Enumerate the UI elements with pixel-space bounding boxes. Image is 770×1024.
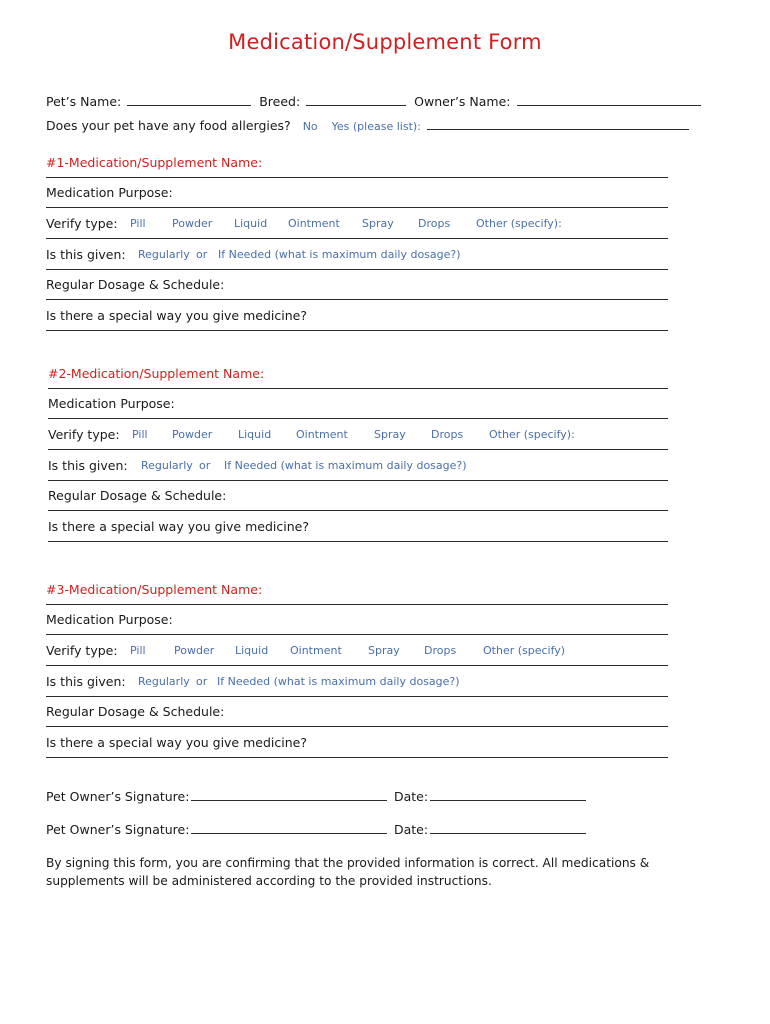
given-or-text: or (199, 459, 211, 472)
signature-row-2 (46, 822, 387, 837)
given-regularly-option[interactable]: Regularly (141, 459, 193, 472)
signature-field[interactable] (191, 789, 387, 801)
given-label: Is this given: (48, 458, 128, 473)
type-option[interactable]: Liquid (235, 644, 269, 657)
special-method-label: Is there a special way you give medicine? (48, 519, 309, 534)
pet-name-label: Pet’s Name: (46, 94, 122, 109)
disclaimer-line-2: supplements will be administered according to the provided instructions. (46, 874, 492, 888)
medication-name-label: #3-Medication/Supplement Name: (46, 582, 263, 597)
answer-line[interactable] (48, 541, 668, 542)
type-option[interactable]: Ointment (296, 428, 348, 441)
type-option[interactable]: Powder (172, 217, 213, 230)
answer-line[interactable] (46, 604, 668, 605)
verify-type-label: Verify type: (46, 216, 118, 231)
answer-line[interactable] (46, 177, 668, 178)
type-option[interactable]: Powder (174, 644, 215, 657)
type-option[interactable]: Pill (132, 428, 148, 441)
special-method-label: Is there a special way you give medicine? (46, 308, 307, 323)
medication-name-label: #2-Medication/Supplement Name: (48, 366, 265, 381)
type-option[interactable]: Pill (130, 217, 146, 230)
type-option[interactable]: Other (specify): (489, 428, 575, 441)
dosage-schedule-label: Regular Dosage & Schedule: (46, 704, 225, 719)
answer-line[interactable] (48, 510, 668, 511)
date-label: Date: (394, 789, 429, 804)
type-option[interactable]: Drops (418, 217, 451, 230)
answer-line[interactable] (46, 238, 668, 239)
answer-line[interactable] (46, 207, 668, 208)
given-or-text: or (196, 248, 208, 261)
special-method-label: Is there a special way you give medicine? (46, 735, 307, 750)
type-option[interactable]: Drops (424, 644, 457, 657)
given-regularly-option[interactable]: Regularly (138, 248, 190, 261)
type-option[interactable]: Powder (172, 428, 213, 441)
page-title: Medication/Supplement Form (228, 30, 542, 54)
date-row-1 (394, 789, 586, 804)
disclaimer-line-1: By signing this form, you are confirming that the provided information is correct. All medications & (46, 856, 650, 870)
answer-line[interactable] (46, 696, 668, 697)
type-option[interactable]: Spray (362, 217, 394, 230)
type-option[interactable]: Other (specify) (483, 644, 566, 657)
type-option[interactable]: Spray (374, 428, 406, 441)
owner-name-field[interactable] (517, 94, 701, 106)
pet-info-row (46, 94, 701, 109)
allergy-yes-option[interactable]: Yes (please list): (331, 120, 421, 133)
type-option[interactable]: Liquid (238, 428, 272, 441)
given-if-needed-option[interactable]: If Needed (what is maximum daily dosage?) (224, 459, 467, 472)
answer-line[interactable] (46, 665, 668, 666)
given-or-text: or (196, 675, 208, 688)
signature-label: Pet Owner’s Signature: (46, 789, 190, 804)
signature-row-1 (46, 789, 387, 804)
type-option[interactable]: Other (specify): (476, 217, 562, 230)
verify-type-label: Verify type: (46, 643, 118, 658)
medication-purpose-label: Medication Purpose: (46, 185, 173, 200)
breed-label: Breed: (259, 94, 301, 109)
answer-line[interactable] (48, 418, 668, 419)
type-option[interactable]: Ointment (288, 217, 340, 230)
allergy-no-option[interactable]: No (302, 120, 318, 133)
signature-label: Pet Owner’s Signature: (46, 822, 190, 837)
type-option[interactable]: Spray (368, 644, 400, 657)
type-option[interactable]: Pill (130, 644, 146, 657)
dosage-schedule-label: Regular Dosage & Schedule: (46, 277, 225, 292)
date-row-2 (394, 822, 586, 837)
answer-line[interactable] (46, 634, 668, 635)
given-label: Is this given: (46, 247, 126, 262)
answer-line[interactable] (46, 269, 668, 270)
type-option[interactable]: Liquid (234, 217, 268, 230)
date-field[interactable] (430, 822, 586, 834)
medication-purpose-label: Medication Purpose: (48, 396, 175, 411)
given-regularly-option[interactable]: Regularly (138, 675, 190, 688)
allergy-row (46, 118, 689, 133)
medication-purpose-label: Medication Purpose: (46, 612, 173, 627)
answer-line[interactable] (46, 299, 668, 300)
medication-name-label: #1-Medication/Supplement Name: (46, 155, 263, 170)
answer-line[interactable] (46, 330, 668, 331)
type-option[interactable]: Drops (431, 428, 464, 441)
answer-line[interactable] (48, 388, 668, 389)
owner-name-label: Owner’s Name: (414, 94, 511, 109)
pet-name-field[interactable] (127, 94, 251, 106)
given-if-needed-option[interactable]: If Needed (what is maximum daily dosage?) (218, 248, 461, 261)
answer-line[interactable] (48, 449, 668, 450)
allergy-list-field[interactable] (427, 118, 689, 130)
answer-line[interactable] (46, 757, 668, 758)
date-field[interactable] (430, 789, 586, 801)
verify-type-label: Verify type: (48, 427, 120, 442)
answer-line[interactable] (48, 480, 668, 481)
date-label: Date: (394, 822, 429, 837)
signature-field[interactable] (191, 822, 387, 834)
breed-field[interactable] (306, 94, 406, 106)
dosage-schedule-label: Regular Dosage & Schedule: (48, 488, 227, 503)
allergy-question: Does your pet have any food allergies? (46, 118, 291, 133)
answer-line[interactable] (46, 726, 668, 727)
given-if-needed-option[interactable]: If Needed (what is maximum daily dosage?) (217, 675, 460, 688)
given-label: Is this given: (46, 674, 126, 689)
type-option[interactable]: Ointment (290, 644, 342, 657)
